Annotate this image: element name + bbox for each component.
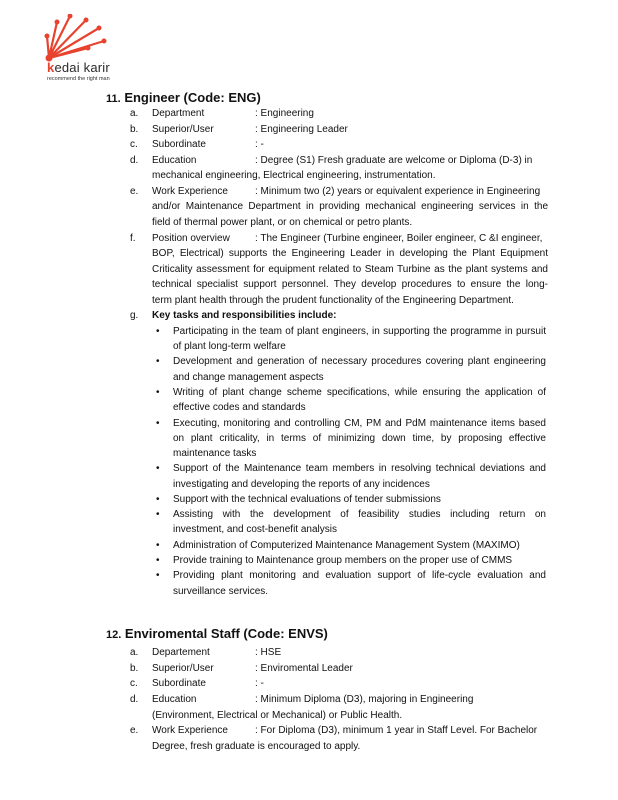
field-continuation: Degree, fresh graduate is encouraged to apply. xyxy=(152,741,361,752)
field-value: : Degree (S1) Fresh graduate are welcome or Diploma (D-3) in xyxy=(255,155,533,166)
field-label: Education xyxy=(152,694,197,705)
field-label: Work Experience xyxy=(152,725,228,736)
field-continuation: BOP, Electrical) supports the Engineering Leader in developing the Plant Equipment xyxy=(152,248,548,259)
bullet-icon: • xyxy=(156,509,160,520)
field-value: : Minimum Diploma (D3), majoring in Engineering xyxy=(255,694,474,705)
field-value: : Engineering xyxy=(255,108,314,119)
task-line: investment, and cost-benefit analysis xyxy=(173,524,337,535)
logo-initial: k xyxy=(47,60,55,75)
item-marker: c. xyxy=(130,139,138,150)
task-line: of plant long-term welfare xyxy=(173,341,286,352)
task-line: maintenance tasks xyxy=(173,448,257,459)
field-value: : Minimum two (2) years or equivalent experience in Engineering xyxy=(255,186,541,197)
field-label: Subordinate xyxy=(152,678,206,689)
section-11-title xyxy=(106,90,261,105)
item-marker: a. xyxy=(130,108,139,119)
item-marker: c. xyxy=(130,678,138,689)
task-line: Writing of plant change scheme specifications, while ensuring the application of xyxy=(173,387,546,398)
field-continuation: term plant health through the prudent functionality of the Engineering Department. xyxy=(152,295,514,306)
field-value: : - xyxy=(255,678,264,689)
field-value: : Engineering Leader xyxy=(255,124,348,135)
field-continuation: mechanical engineering, Electrical engineering, instrumentation. xyxy=(152,170,436,181)
section-12-title xyxy=(106,626,328,641)
bullet-icon: • xyxy=(156,555,160,566)
item-marker: g. xyxy=(130,310,139,321)
field-label: Superior/User xyxy=(152,663,214,674)
kedai-karir-logo xyxy=(44,14,154,84)
flower-icon xyxy=(44,14,114,62)
logo-name xyxy=(47,60,110,75)
field-value: : Enviromental Leader xyxy=(255,663,353,674)
field-label: Key tasks and responsibilities include: xyxy=(152,310,337,321)
field-label: Superior/User xyxy=(152,124,214,135)
field-value: : The Engineer (Turbine engineer, Boiler engineer, C &I engineer, xyxy=(255,233,543,244)
item-marker: a. xyxy=(130,647,139,658)
task-line: effective codes and standards xyxy=(173,402,306,413)
field-label: Department xyxy=(152,108,205,119)
section-number: 12. xyxy=(106,629,122,641)
task-line: Assisting with the development of feasibility studies including return on xyxy=(173,509,546,520)
logo-tagline: recommend the right man xyxy=(47,76,110,82)
field-continuation: (Environment, Electrical or Mechanical) or Public Health. xyxy=(152,710,403,721)
item-marker: b. xyxy=(130,124,139,135)
field-continuation: and/or Maintenance Department in providing mechanical engineering services in the xyxy=(152,201,548,212)
bullet-icon: • xyxy=(156,494,160,505)
bullet-icon: • xyxy=(156,418,160,429)
field-value: : HSE xyxy=(255,647,282,658)
field-value: : - xyxy=(255,139,264,150)
field-continuation: Criticality assessment for equipment related to Steam Turbine as the plant systems and xyxy=(152,264,548,275)
item-marker: f. xyxy=(130,233,136,244)
section-heading: Engineer (Code: ENG) xyxy=(124,90,261,105)
field-label: Departement xyxy=(152,647,210,658)
item-marker: e. xyxy=(130,186,139,197)
bullet-icon: • xyxy=(156,463,160,474)
bullet-icon: • xyxy=(156,570,160,581)
field-continuation: technical specialist support personnel. They develop procedures to ensure the long- xyxy=(152,279,548,290)
task-line: Provide training to Maintenance group members on the proper use of CMMS xyxy=(173,555,513,566)
field-label: Work Experience xyxy=(152,186,228,197)
field-continuation: field of thermal power plant, or on chemical or petro plants. xyxy=(152,217,413,228)
bullet-icon: • xyxy=(156,540,160,551)
field-label: Education xyxy=(152,155,197,166)
field-label: Position overview xyxy=(152,233,230,244)
item-marker: d. xyxy=(130,694,139,705)
task-line: investigating and developing the reports of any incidences xyxy=(173,479,430,490)
item-marker: b. xyxy=(130,663,139,674)
task-line: Providing plant monitoring and evaluation support of life-cycle evaluation and xyxy=(173,570,546,581)
logo-name-rest: edai karir xyxy=(54,60,110,75)
task-line: Participating in the team of plant engineers, in supporting the programme in pursuit xyxy=(173,326,546,337)
field-label: Subordinate xyxy=(152,139,206,150)
section-number: 11. xyxy=(106,93,121,105)
field-value: : For Diploma (D3), minimum 1 year in Staff Level. For Bachelor xyxy=(255,725,538,736)
item-marker: e. xyxy=(130,725,139,736)
task-line: Administration of Computerized Maintenance Management System (MAXIMO) xyxy=(173,540,520,551)
task-line: surveillance services. xyxy=(173,586,269,597)
bullet-icon: • xyxy=(156,326,160,337)
task-line: Support with the technical evaluations of tender submissions xyxy=(173,494,441,505)
task-line: Executing, monitoring and controlling CM, PM and PdM maintenance items based xyxy=(173,418,546,429)
task-line: and change management aspects xyxy=(173,372,324,383)
task-line: on plant criticality, in terms of minimizing down time, by proposing effective xyxy=(173,433,546,444)
bullet-icon: • xyxy=(156,356,160,367)
task-line: Support of the Maintenance team members in resolving technical deviations and xyxy=(173,463,546,474)
section-heading: Enviromental Staff (Code: ENVS) xyxy=(124,626,328,641)
task-line: Development and generation of necessary procedures covering plant engineering xyxy=(173,356,546,367)
bullet-icon: • xyxy=(156,387,160,398)
item-marker: d. xyxy=(130,155,139,166)
